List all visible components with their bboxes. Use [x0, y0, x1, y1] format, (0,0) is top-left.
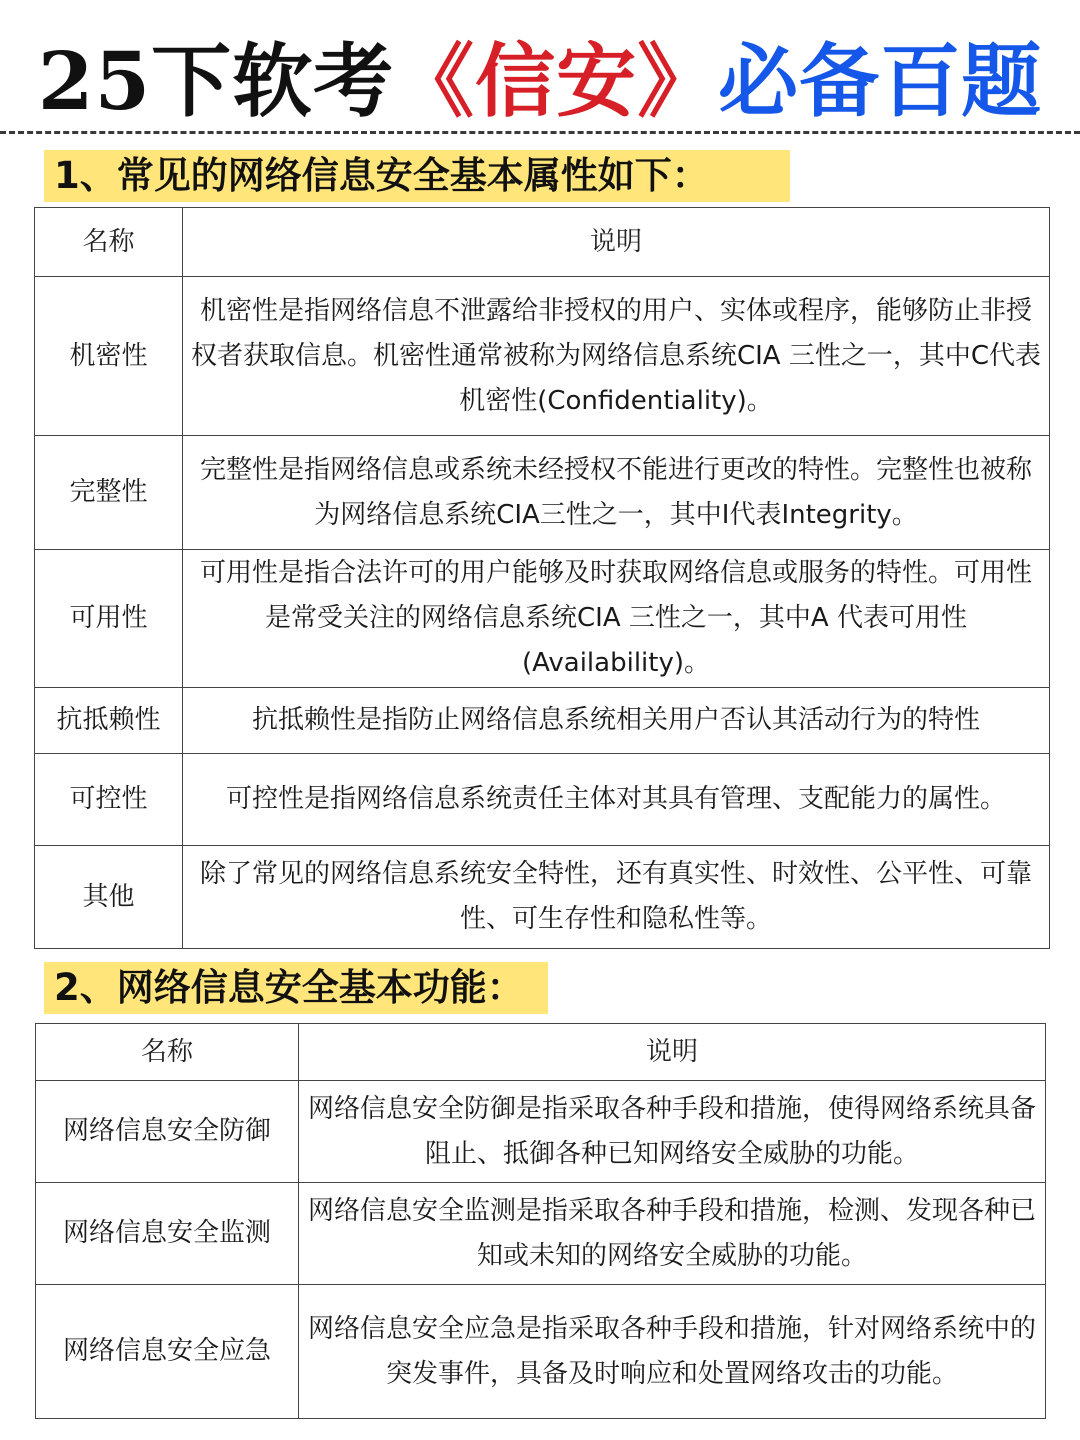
- row-desc: 可控性是指网络信息系统责任主体对其具有管理、支配能力的属性。: [183, 754, 1050, 846]
- row-desc: 可用性是指合法许可的用户能够及时获取网络信息或服务的特性。可用性是常受关注的网络信息系统CIA 三性之一，其中A 代表可用性(Availability)。: [183, 550, 1050, 688]
- row-name: 可控性: [35, 754, 183, 846]
- dashed-divider: [0, 131, 1080, 134]
- title-exam: 25下软考: [37, 33, 395, 128]
- row-name: 其他: [35, 846, 183, 949]
- row-name: 网络信息安全防御: [36, 1081, 299, 1183]
- table-row: [36, 1081, 1046, 1183]
- row-desc: 机密性是指网络信息不泄露给非授权的用户、实体或程序，能够防止非授权者获取信息。机密性通常被称为网络信息系统CIA 三性之一，其中C代表机密性(Confidentiality)。: [183, 277, 1050, 436]
- header-name: 名称: [35, 208, 183, 277]
- table-header-row: [36, 1024, 1046, 1081]
- header-name: 名称: [36, 1024, 299, 1081]
- table-header-row: [35, 208, 1050, 277]
- row-desc: 除了常见的网络信息系统安全特性，还有真实性、时效性、公平性、可靠性、可生存性和隐私性等。: [183, 846, 1050, 949]
- table-row: [35, 754, 1050, 846]
- security-functions-table: [35, 1023, 1046, 1419]
- row-name: 可用性: [35, 550, 183, 688]
- table-row: [35, 846, 1050, 949]
- header-desc: 说明: [183, 208, 1050, 277]
- title-tagline: 必备百题: [718, 34, 1043, 128]
- table-row: [35, 436, 1050, 550]
- table-row: [35, 277, 1050, 436]
- section-1-heading: 1、常见的网络信息安全基本属性如下：: [44, 150, 790, 202]
- row-name: 抗抵赖性: [35, 688, 183, 754]
- table-row: [35, 688, 1050, 754]
- row-name: 完整性: [35, 436, 183, 550]
- title-subject: 《信安》: [394, 33, 719, 128]
- section-2-heading: 2、网络信息安全基本功能：: [44, 962, 548, 1014]
- page-title: [0, 18, 1080, 130]
- row-desc: 网络信息安全应急是指采取各种手段和措施，针对网络系统中的突发事件，具备及时响应和处置网络攻击的功能。: [299, 1285, 1046, 1419]
- row-name: 机密性: [35, 277, 183, 436]
- table-row: [36, 1285, 1046, 1419]
- row-desc: 完整性是指网络信息或系统未经授权不能进行更改的特性。完整性也被称为网络信息系统CIA三性之一，其中I代表Integrity。: [183, 436, 1050, 550]
- row-desc: 抗抵赖性是指防止网络信息系统相关用户否认其活动行为的特性: [183, 688, 1050, 754]
- table-row: [36, 1183, 1046, 1285]
- row-desc: 网络信息安全监测是指采取各种手段和措施，检测、发现各种已知或未知的网络安全威胁的功能。: [299, 1183, 1046, 1285]
- row-desc: 网络信息安全防御是指采取各种手段和措施，使得网络系统具备阻止、抵御各种已知网络安全威胁的功能。: [299, 1081, 1046, 1183]
- table-row: [35, 550, 1050, 688]
- header-desc: 说明: [299, 1024, 1046, 1081]
- row-name: 网络信息安全监测: [36, 1183, 299, 1285]
- security-attributes-table: [34, 207, 1050, 949]
- row-name: 网络信息安全应急: [36, 1285, 299, 1419]
